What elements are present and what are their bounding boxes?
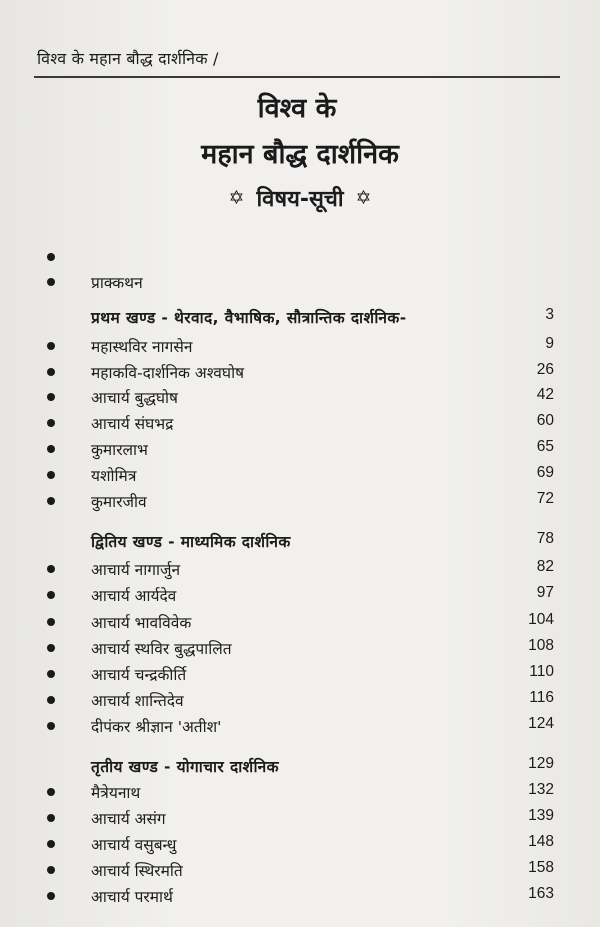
bullet-icon [47, 618, 55, 626]
toc-entry [0, 781, 600, 805]
toc-page-number: 60 [536, 412, 554, 429]
toc-entry-title: कुमारजीव [91, 493, 147, 511]
running-header: विश्व के महान बौद्ध दार्शनिक / [37, 49, 219, 68]
toc-entry [0, 715, 600, 739]
toc-entry-title: आचार्य चन्द्रकीर्ति [91, 666, 187, 684]
toc-page-number: 116 [529, 689, 554, 706]
toc-page-number: 158 [528, 859, 554, 876]
toc-entry-title: आचार्य स्थिरमति [91, 862, 183, 880]
toc-entry-title: आचार्य शान्तिदेव [91, 692, 184, 710]
bullet-icon [47, 696, 55, 704]
toc-entry-title: मैत्रेयनाथ [91, 784, 141, 802]
toc-entry-title: तृतीय खण्ड - योगाचार दार्शनिक [91, 758, 279, 776]
bullet-icon [47, 393, 55, 401]
toc-page-number: 65 [536, 438, 554, 455]
toc-entry-title: यशोमित्र [91, 467, 137, 485]
star-of-david-icon: ✡ [228, 187, 245, 209]
toc-entry [0, 859, 600, 883]
toc-page-number: 148 [528, 833, 554, 850]
bullet-icon [47, 565, 55, 573]
bullet-icon [47, 471, 55, 479]
toc-entry-title: आचार्य संघभद्र [91, 415, 174, 433]
toc-entry [0, 885, 600, 909]
toc-page-number: 26 [536, 361, 554, 378]
bullet-icon [47, 497, 55, 505]
bullet-icon [47, 591, 55, 599]
toc-entry [0, 490, 600, 514]
toc-entry-title: आचार्य बुद्धघोष [91, 389, 178, 407]
toc-entry [0, 584, 600, 608]
bullet-icon [47, 445, 55, 453]
toc-section-heading [0, 530, 600, 554]
toc-page-number: 69 [536, 464, 554, 481]
bullet-icon [47, 278, 55, 286]
bullet-icon [47, 788, 55, 796]
toc-entry-title: महाकवि-दार्शनिक अश्वघोष [91, 364, 245, 382]
toc-page-number: 108 [528, 637, 554, 654]
toc-entry-title: प्रथम खण्ड - थेरवाद, वैभाषिक, सौत्रान्तिक दार्शनिक- [91, 309, 407, 327]
toc-entry-title: दीपंकर श्रीज्ञान 'अतीश' [91, 718, 222, 736]
bullet-icon [47, 368, 55, 376]
bullet-icon [47, 866, 55, 874]
toc-entry [0, 335, 600, 359]
bullet-icon [47, 253, 55, 261]
toc-page-number: 139 [528, 807, 554, 824]
toc-entry [0, 663, 600, 687]
toc-section-heading [0, 755, 600, 779]
toc-entry-title: आचार्य परमार्थ [91, 888, 173, 906]
toc-page-number: 132 [528, 781, 554, 798]
toc-page-number: 42 [536, 386, 554, 403]
toc-page-number: 82 [536, 558, 554, 575]
toc-entry-title: आचार्य वसुबन्धु [91, 836, 177, 854]
bullet-icon [47, 419, 55, 427]
toc-entry-title: द्वितिय खण्ड - माध्यमिक दार्शनिक [91, 533, 291, 551]
bullet-icon [47, 670, 55, 678]
toc-page-number: 129 [528, 755, 554, 772]
toc-entry [0, 833, 600, 857]
star-of-david-icon: ✡ [355, 187, 372, 209]
toc-entry-title: आचार्य नागार्जुन [91, 561, 181, 579]
header-rule [34, 76, 560, 78]
toc-entry [0, 611, 600, 635]
toc-entry [0, 412, 600, 436]
bullet-icon [47, 644, 55, 652]
toc-page-number: 72 [536, 490, 554, 507]
toc-entry [0, 464, 600, 488]
toc-entry-title: प्राक्कथन [91, 274, 143, 292]
toc-entry [0, 361, 600, 385]
toc-entry-title: आचार्य आर्यदेव [91, 587, 177, 605]
book-title-line-1: विश्व के [257, 93, 337, 124]
toc-entry [0, 558, 600, 582]
toc-entry [0, 807, 600, 831]
contents-heading-text: विषय-सूची [256, 187, 344, 212]
toc-page-number: 97 [536, 584, 554, 601]
book-title-line-2: महान बौद्ध दार्शनिक [201, 139, 399, 170]
toc-section-heading [0, 306, 600, 330]
bullet-icon [47, 840, 55, 848]
bullet-icon [47, 722, 55, 730]
bullet-icon [47, 892, 55, 900]
toc-entry [0, 637, 600, 661]
toc-page-number: 104 [528, 611, 554, 628]
toc-entry-title: कुमारलाभ [91, 441, 148, 459]
toc-entry-title: आचार्य भावविवेक [91, 614, 192, 632]
toc-entry-title: महास्थविर नागसेन [91, 338, 193, 356]
toc-page-number: 3 [545, 306, 554, 323]
toc-entry [0, 689, 600, 713]
bullet-icon [47, 342, 55, 350]
toc-entry [0, 271, 600, 295]
toc-entry [0, 246, 600, 270]
toc-entry-title: आचार्य स्थविर बुद्धपालित [91, 640, 232, 658]
contents-heading [0, 183, 600, 213]
toc-page-number: 124 [528, 715, 554, 732]
bullet-icon [47, 814, 55, 822]
toc-entry-title: आचार्य असंग [91, 810, 166, 828]
toc-page-number: 163 [528, 885, 554, 902]
toc-page-number: 9 [545, 335, 554, 352]
toc-entry [0, 386, 600, 410]
toc-page-number: 110 [529, 663, 554, 680]
toc-page-number: 78 [536, 530, 554, 547]
toc-entry [0, 438, 600, 462]
